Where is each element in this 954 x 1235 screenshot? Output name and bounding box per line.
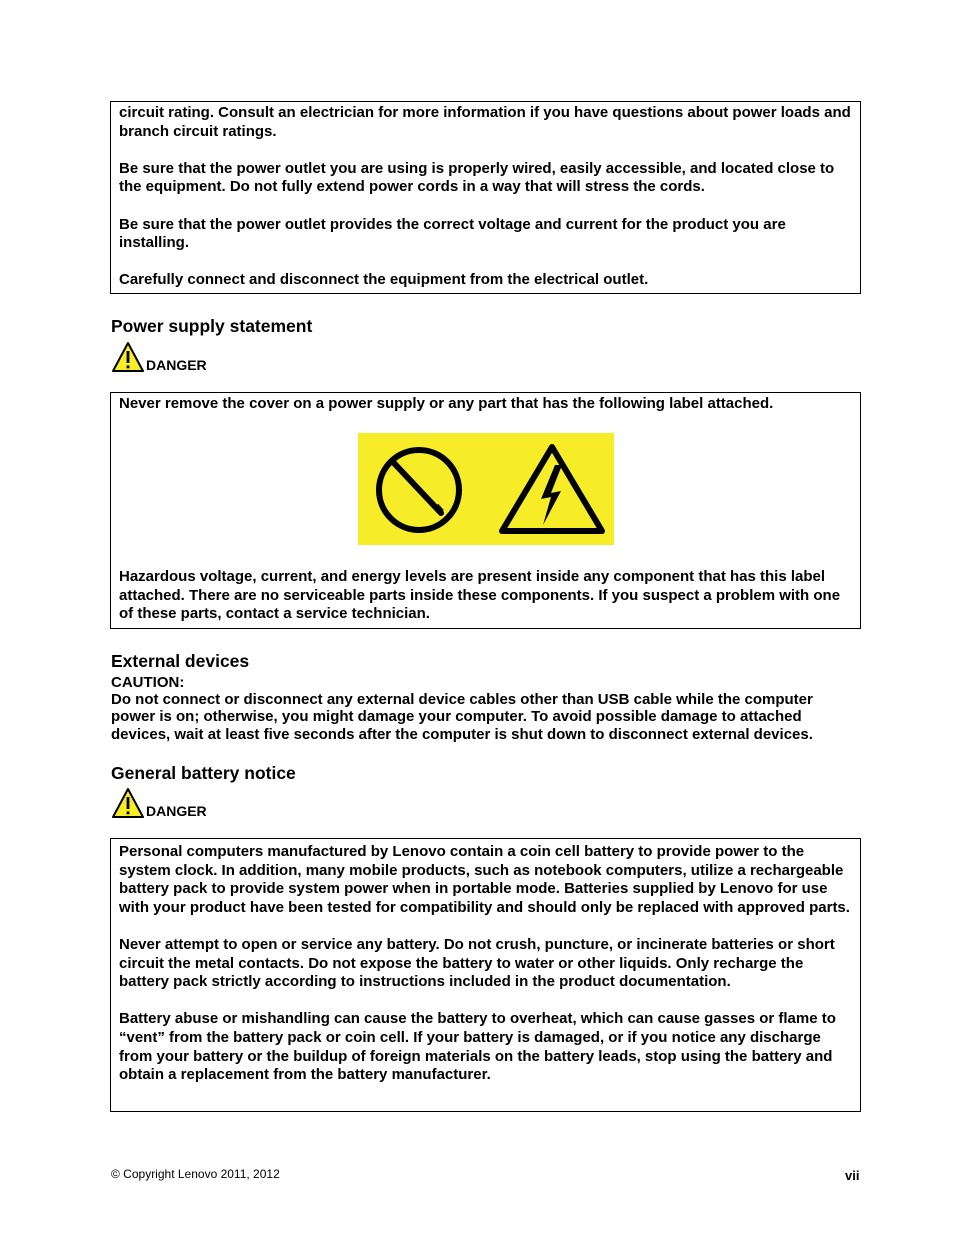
battery-notice-box: [110, 838, 861, 1112]
page-number: vii: [845, 1168, 860, 1183]
outlet-notice-box: [110, 101, 861, 294]
danger-label-power-supply: [111, 341, 207, 373]
battery-paragraph: Never attempt to open or service any battery. Do not crush, puncture, or incinerate batteries or short circuit the metal contacts. Do not expose the battery to water or other liquids. Only recharge the battery pack strictly according to instructions included in the product documentation.: [119, 935, 835, 991]
hazard-label-image: [358, 433, 614, 545]
battery-paragraph: Personal computers manufactured by Lenovo contain a coin cell battery to provide power to the system clock. In addition, many mobile products, such as notebook computers, utilize a rechargeable battery pack to provide system power when in portable mode. Batteries supplied by Lenovo for use with your product have been tested for compatibility and should only be replaced with approved parts.: [119, 843, 850, 916]
copyright-notice: © Copyright Lenovo 2011, 2012: [111, 1167, 280, 1181]
section-heading-power-supply: Power supply statement: [111, 316, 313, 336]
caution-label: CAUTION:: [111, 674, 185, 691]
battery-paragraph: Battery abuse or mishandling can cause the battery to overheat, which can cause gasses or flame to “vent” from the battery pack or coin cell. If your battery is damaged, or if you notice any discharge from your battery or the buildup of foreign materials on the battery leads, stop using the battery and obtain a replacement from the battery manufacturer.: [119, 1010, 836, 1084]
notice-paragraph: Carefully connect and disconnect the equipment from the electrical outlet.: [119, 271, 649, 289]
power-supply-warning-bottom: Hazardous voltage, current, and energy levels are present inside any component that has this label attached. There are no serviceable parts inside these components. If you suspect a problem with one of these parts, contact a service technician.: [119, 568, 841, 623]
danger-text: DANGER: [146, 803, 207, 819]
caution-text: Do not connect or disconnect any external device cables other than USB cable while the computer power is on; otherwise, you might damage your computer. To avoid possible damage to attached devices, wait at least five seconds after the computer is shut down to disconnect external devices.: [111, 691, 813, 743]
section-heading-external-devices: External devices: [111, 651, 250, 671]
danger-label-battery: [111, 787, 207, 819]
notice-paragraph: Be sure that the power outlet you are using is properly wired, easily accessible, and located close to the equipment. Do not fully extend power cords in a way that will stress the cords.: [119, 159, 835, 196]
section-heading-battery: General battery notice: [111, 763, 296, 783]
danger-text: DANGER: [146, 357, 207, 373]
external-devices-caution: [111, 674, 856, 743]
power-supply-warning-top: Never remove the cover on a power supply or any part that has the following label attached.: [119, 395, 774, 412]
notice-paragraph: Be sure that the power outlet provides the correct voltage and current for the product you are installing.: [119, 215, 786, 252]
warning-triangle-icon: [111, 341, 145, 373]
warning-triangle-icon: [111, 787, 145, 819]
notice-paragraph: circuit rating. Consult an electrician for more information if you have questions about power loads and branch circuit ratings.: [119, 104, 851, 140]
